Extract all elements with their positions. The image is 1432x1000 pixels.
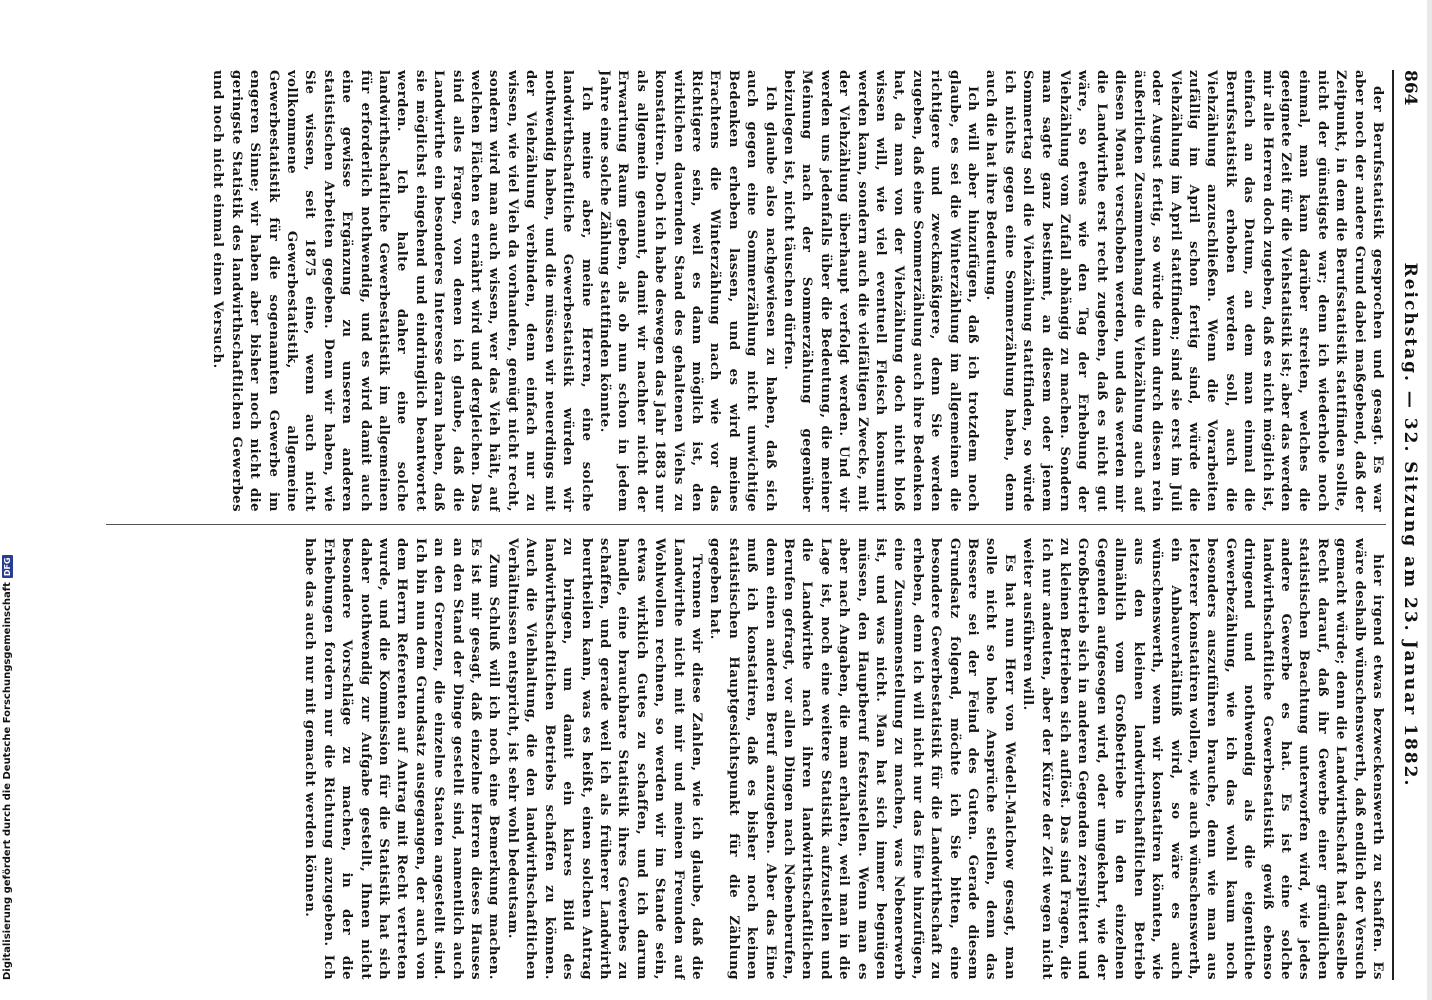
paragraph: Ich glaube also nachgewiesen zu haben, daß sich auch gegen eine Sommerzählung nicht unwichtige Bedenken erheben lassen, und es wird meines Erachtens die Winterzählung nach wie vor das Richtigere sein, weil es dann möglich ist, den wirklichen dauernden Stand des gehaltenen Viehs zu konstatiren. Doch ich habe deswegen das Jahr 1883 nur als allgemein genannt, damit wir nachher nicht der Erwartung Raum geben, als ob nun schon in jedem Jahre eine solche Zählung stattfinden könnte.: [596, 70, 778, 512]
paragraph: Ich will aber hinzufügen, daß ich trotzdem noch glaube, es sei die Winterzählung im allgemeinen die richtigere und zweckmäßigere, denn Sie werden zugeben, daß eine Sommerzählung auch ihre Bedenken hat, da man von der Viehzählung doch nicht bloß wissen will, wie viel eventuell Fleisch konsumirt werden kann, sondern auch die vielfältigen Zwecke, mit der Viehzählung überhaupt verfolgt werden. Und wir werden uns jedenfalls über die Bedeutung, die meiner Meinung nach der Sommerzählung gegenüber beizulegen ist, nicht täuschen dürfen.: [781, 70, 981, 512]
paragraph: Ich meine aber, meine Herren, eine solche landwirthschaftliche Gewerbestatistik würden wir nothwendig haben, und die müssen wir neuerdings mit der Viehzählung verbinden, denn einfach nur zu wissen, wie viel Vieh da vorhanden, genügt nicht recht, sondern wird man auch wissen, wer das Vieh hält, auf welchen Flächen es ernährt wird und dergleichen. Das sind alles Fragen, von denen ich glaube, daß die Landwirthe ein besonderes Interesse daran haben, daß sie möglichst eingehend und eindringlich beantwortet werden. Ich halte daher eine solche landwirthschaftliche Gewerbestatistik im allgemeinen für erforderlich nothwendig, und es wird damit auch eine gewisse Ergänzung zu unseren anderen statistischen Arbeiten gegeben. Denn wir haben, wie Sie wissen, seit 1875 eine, wenn auch nicht vollkommene Gewerbestatistik, allgemeine Gewerbestatistik für die sogenannten Gewerbe im engeren Sinne; wir haben aber bisher noch nicht die geringste Statistik des landwirthschaftlichen Gewerbes und noch nicht einmal einen Versuch.: [210, 70, 594, 512]
paragraph: Trennen wir diese Zahlen, wie ich glaube, daß die Landwirthe nicht mit mir und meinen Freunden auf Wohlwollen rechnen, so werden wir im Stande sein, etwas wirklich Gutes zu schaffen, und ich darum handle, eine brauchbare Statistik ihres Gewerbes zu schaffen, und gerade weil ich als früherer Landwirth beurtheilen kann, was es heißt, einen solchen Antrag zu bringen, um damit ein klares Bild des landwirthschaftlichen Betriebs schaffen zu können. Auch die Viehhaltung, die den landwirthschaftlichen Verhältnissen entspricht, ist sehr wohl bedeutsam.: [504, 538, 704, 980]
text-column-right: [106, 538, 1386, 980]
header-rule: [1392, 70, 1394, 980]
paragraph: Es hat nun Herr von Wedell-Malchow gesagt, man solle nicht so hohe Ansprüche stellen, denn das Bessere sei der Feind des Guten. Gerade diesem Grundsatz folgend, möchte ich Sie bitten, eine besondere Gewerbestatistik für die Landwirthschaft zu erheben, denn ich will nicht nur das Eine hinzufügen, eine Zusammenstellung zu machen, was Nebenerwerb ist, und was nicht. Man hat sich immer begnügen müssen, den Hauptberuf festzustellen. Wenn man es aber nach Angaben, die man erhalten, weil man in die Lage ist, noch eine weitere Statistik aufzustellen und die Landwirthe nach ihren landwirthschaftlichen Berufen gefragt, vor allen Dingen nach Nebenberufen, denn einen anderen Beruf anzugeben. Aber das Eine muß ich konstatiren, daß es bisher noch keinen statistischen Hauptgesichtspunkt für die Zählung gegeben hat.: [707, 538, 1017, 980]
paragraph: Zum Schluß will ich noch eine Bemerkung machen. Es ist mir gesagt, daß einzelne Herren dieses Hauses an den Stand der Dinge gestellt sind, namentlich auch an den Grenzen, die einzelne Staaten angestellt sind. Ich bin nun dem Grundsatz ausgegangen, der auch von dem Herrn Referenten auf Antrag mit Recht vertreten wurde, und die Kommission für die Statistik hat sich daher nothwendig zur Aufgabe gestellt, Ihnen nicht besondere Vorschläge zu machen, in der die Erhebungen fordern nur die Richtung anzugeben. Ich habe das auch nur mit gemacht werden können.: [302, 538, 502, 980]
paragraph: der Berufsstatistik gesprochen und gesagt. Es war aber noch der andere Grund dabei maßgebend, daß der Zeitpunkt, in dem die Berufsstatistik stattfinden sollte, nicht der günstigste war; denn ich wiederhole noch einmal, man kann darüber streiten, welches die geeignete Zeit für die Viehstatistik ist; aber das werden mir alle Herren doch zugeben, daß es nicht möglich ist, einfach an das Datum, an dem man einmal die Berufsstatistik erhoben werden soll, auch die Viehzählung anzuschließen. Wenn die Vorarbeiten zufällig im April schon fertig sind, würde die Viehzählung im April stattfinden; sind sie erst im Juli oder August fertig, so würde dann durch diesen rein äußerlichen Zusammenhang die Viehzählung auch auf diesen Monat verschoben werden, und das werden mir die Landwirthe erst recht zugeben, daß es nicht gut wäre, so etwas wie den Tag der Erhebung der Viehzählung vom Zufall abhängig zu machen. Sondern man sagte ganz bestimmt, an diesem oder jenem Sommertag soll die Viehzählung stattfinden, so würde ich nichts gegen eine Sommerzählung haben, denn auch die hat ihre Bedeutung.: [983, 70, 1385, 512]
page-title: Reichstag. — 32. Sitzung am 23. Januar 1882.: [1400, 262, 1420, 788]
page-header: [1392, 70, 1422, 980]
dfg-logo: DFG: [2, 557, 12, 577]
credit-text: Digitalisierung gefördert durch die Deutsche Forschungsgemeinschaft: [1, 582, 13, 980]
paragraph: hier irgend etwas bezweckenswerth zu schaffen. Es wäre deshalb wünschenswerth, daß endlich der Versuch gemacht würde; denn die Landwirthschaft hat dasselbe Recht darauf, daß ihr Gewerbe einer gründlichen statistischen Beachtung unterworfen wird, wie jedes andere Gewerbe es hat. Es ist eine solche landwirthschaftliche Gewerbestatistik gewiß ebenso dringend und nothwendig als die eigentliche Gewerbezählung, wie ich das wohl kaum noch besonders auszuführen brauche, denn wie man aus letzterer konstatiren wollen, wie auch wünschenswerth, ein Anbauverhältniß wird, so wäre es auch wünschenswerth, wenn wir konstatiren könnten, wie aus den kleinen landwirthschaftlichen Betrieb allmählich vom Großbetriebe in den einzelnen Gegenden aufgesogen wird, oder umgekehrt, wie der Großbetrieb sich in anderen Gegenden zersplittert und zu kleinen Betrieben sich auflöst. Das sind Fragen, die ich nur andeuten, aber der Kürze der Zeit wegen nicht weiter ausführen will.: [1020, 538, 1385, 980]
scanned-page-rotated: [100, 70, 1422, 980]
digitization-credit: [0, 0, 14, 1000]
text-column-left: [106, 70, 1386, 512]
page-number: 864: [1400, 70, 1420, 106]
column-divider: [106, 524, 1386, 525]
scan-edge: [1427, 0, 1432, 1000]
